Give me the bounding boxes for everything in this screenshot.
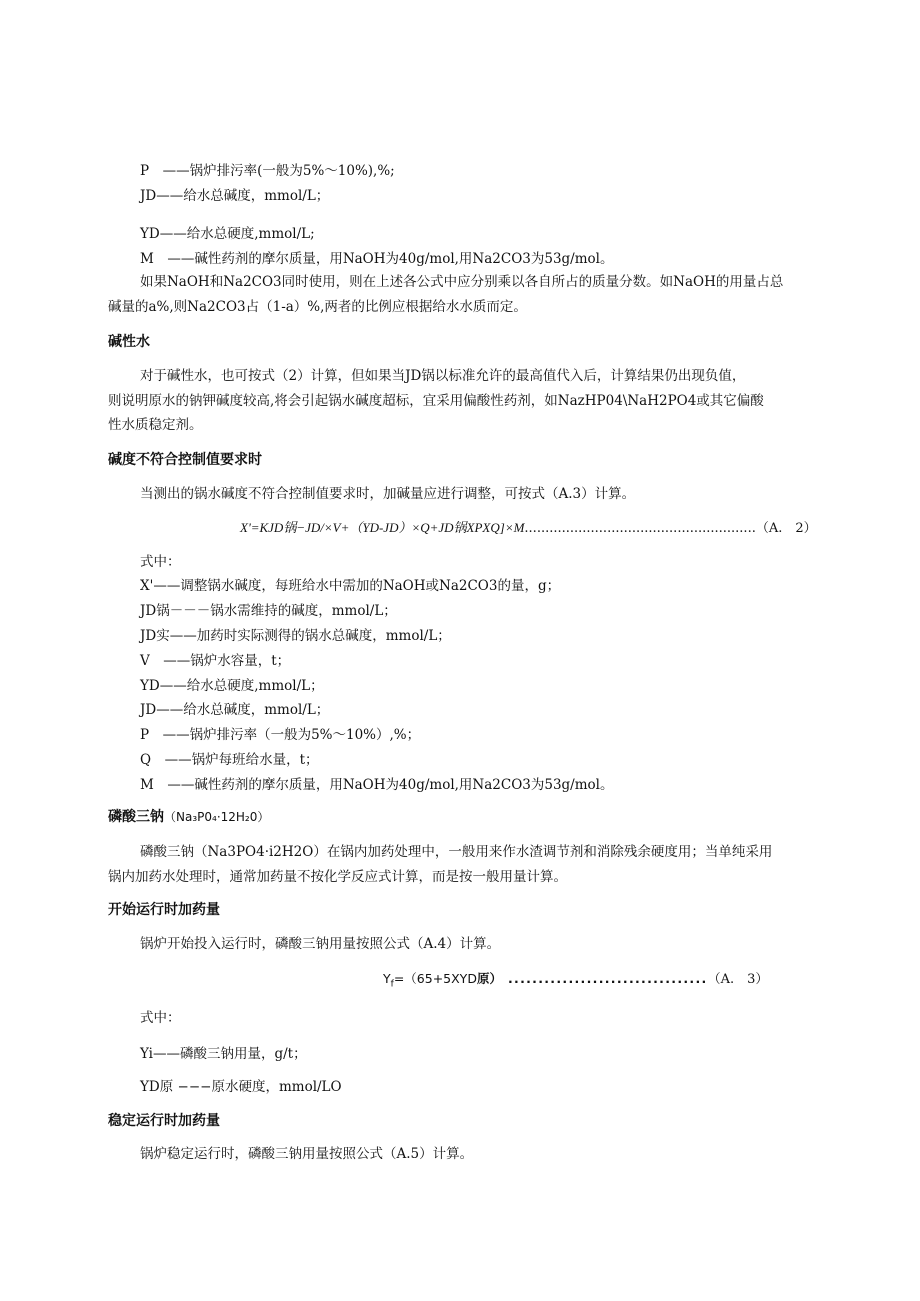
def-a2-jd-actual: JD实——加药时实际测得的锅水总碱度，mmol/L； xyxy=(140,628,451,644)
formula-a3 xyxy=(383,970,768,994)
heading-noncompliant-alkalinity: 碱度不符合控制值要求时 xyxy=(108,452,262,468)
heading-tsp-formula: （Na₃P0₄·12H₂0） xyxy=(164,810,270,824)
def-a2-m: M ——碱性药剂的摩尔质量，用NaOH为40g/mol,用Na2CO3为53g/mol。 xyxy=(140,777,614,793)
heading-stable-dosage: 稳定运行时加药量 xyxy=(108,1113,220,1129)
def-a3-yd-raw: YD原 −−−原水硬度，mmol/LO xyxy=(140,1079,342,1095)
paragraph-tsp-line-2: 锅内加药水处理时，通常加药量不按化学反应式计算，而是按一般用量计算。 xyxy=(108,869,567,885)
heading-start-dosage: 开始运行时加药量 xyxy=(108,902,220,918)
formula-a2-expression: X'=KJD锅−JD/×V+（YD-JD）×Q+JD锅XPXQ]×M xyxy=(240,520,525,535)
paragraph-alkaline-line-2: 则说明原水的钠钾碱度较高,将会引起锅水碱度超标，宜采用偏酸性药剂，如NazHP04\NaH2PO4或其它偏酸 xyxy=(108,393,764,409)
formula-a2-reference: （A. 2） xyxy=(755,521,817,536)
paragraph-mixed-line-1: 如果NaOH和Na2CO3同时使用，则在上述各公式中应分别乘以各自所占的质量分数。如NaOH的用量占总 xyxy=(140,274,784,290)
def-line-p: P ——锅炉排污率(一般为5%～10%),%; xyxy=(140,163,395,179)
formula-a3-expression: =（65+5XYD xyxy=(393,971,477,986)
def-a3-yi: Yi——磷酸三钠用量，g/t； xyxy=(140,1046,307,1062)
formula-a2 xyxy=(240,519,817,538)
def-a2-yd: YD——给水总硬度,mmol/L； xyxy=(140,678,324,694)
formula-a3-leader-dots: ................................. xyxy=(507,971,708,986)
formula-a3-y: Y xyxy=(383,971,391,986)
def-a2-q: Q ——锅炉每班给水量，t； xyxy=(140,752,319,768)
def-a2-jd: JD——给水总碱度，mmol/L； xyxy=(140,702,330,718)
paragraph-alkaline-line-3: 性水质稳定剂。 xyxy=(108,417,203,433)
formula-a3-subscript: f xyxy=(390,979,394,990)
def-a2-p: P ——锅炉排污率（一般为5%～10%）,%； xyxy=(140,727,421,743)
where-label-2: 式中： xyxy=(140,1010,181,1026)
heading-trisodium-phosphate xyxy=(108,808,269,826)
formula-a3-raw-water: 原） xyxy=(476,971,502,986)
def-a2-v: V ——锅炉水容量，t； xyxy=(140,653,291,669)
paragraph-stable: 锅炉稳定运行时，磷酸三钠用量按照公式（A.5）计算。 xyxy=(140,1146,474,1162)
def-line-yd: YD——给水总硬度,mmol/L; xyxy=(140,226,315,242)
formula-a2-leader-dots: ........................................................ xyxy=(524,521,756,536)
heading-tsp-name: 磷酸三钠 xyxy=(108,809,164,825)
paragraph-start: 锅炉开始投入运行时，磷酸三钠用量按照公式（A.4）计算。 xyxy=(140,936,501,952)
paragraph-tsp-line-1: 磷酸三钠（Na3PO4·i2H2O）在锅内加药处理中，一般用来作水渣调节剂和消除残余硬度用；当单纯采用 xyxy=(140,844,773,860)
def-a2-jd-boiler: JD锅－－－锅水需维持的碱度，mmol/L； xyxy=(140,603,397,619)
paragraph-mixed-line-2: 碱量的a%,则Na2CO3占（1-a）%,两者的比例应根据给水水质而定。 xyxy=(108,299,527,315)
paragraph-alkaline-line-1: 对于碱性水，也可按式（2）计算，但如果当JD锅以标准允许的最高值代入后，计算结果仍出现负值， xyxy=(140,368,746,384)
formula-a3-reference: （A. 3） xyxy=(707,972,769,987)
def-line-m: M ——碱性药剂的摩尔质量，用NaOH为40g/mol,用Na2CO3为53g/mol。 xyxy=(140,251,614,267)
where-label: 式中： xyxy=(140,554,181,570)
paragraph-noncompliant: 当测出的锅水碱度不符合控制值要求时，加碱量应进行调整，可按式（A.3）计算。 xyxy=(140,486,636,502)
heading-alkaline-water: 碱性水 xyxy=(108,334,150,350)
def-a2-x: X'——调整锅水碱度，每班给水中需加的NaOH或Na2CO3的量，g； xyxy=(140,578,561,594)
def-line-jd: JD——给水总碱度，mmol/L； xyxy=(140,188,330,204)
